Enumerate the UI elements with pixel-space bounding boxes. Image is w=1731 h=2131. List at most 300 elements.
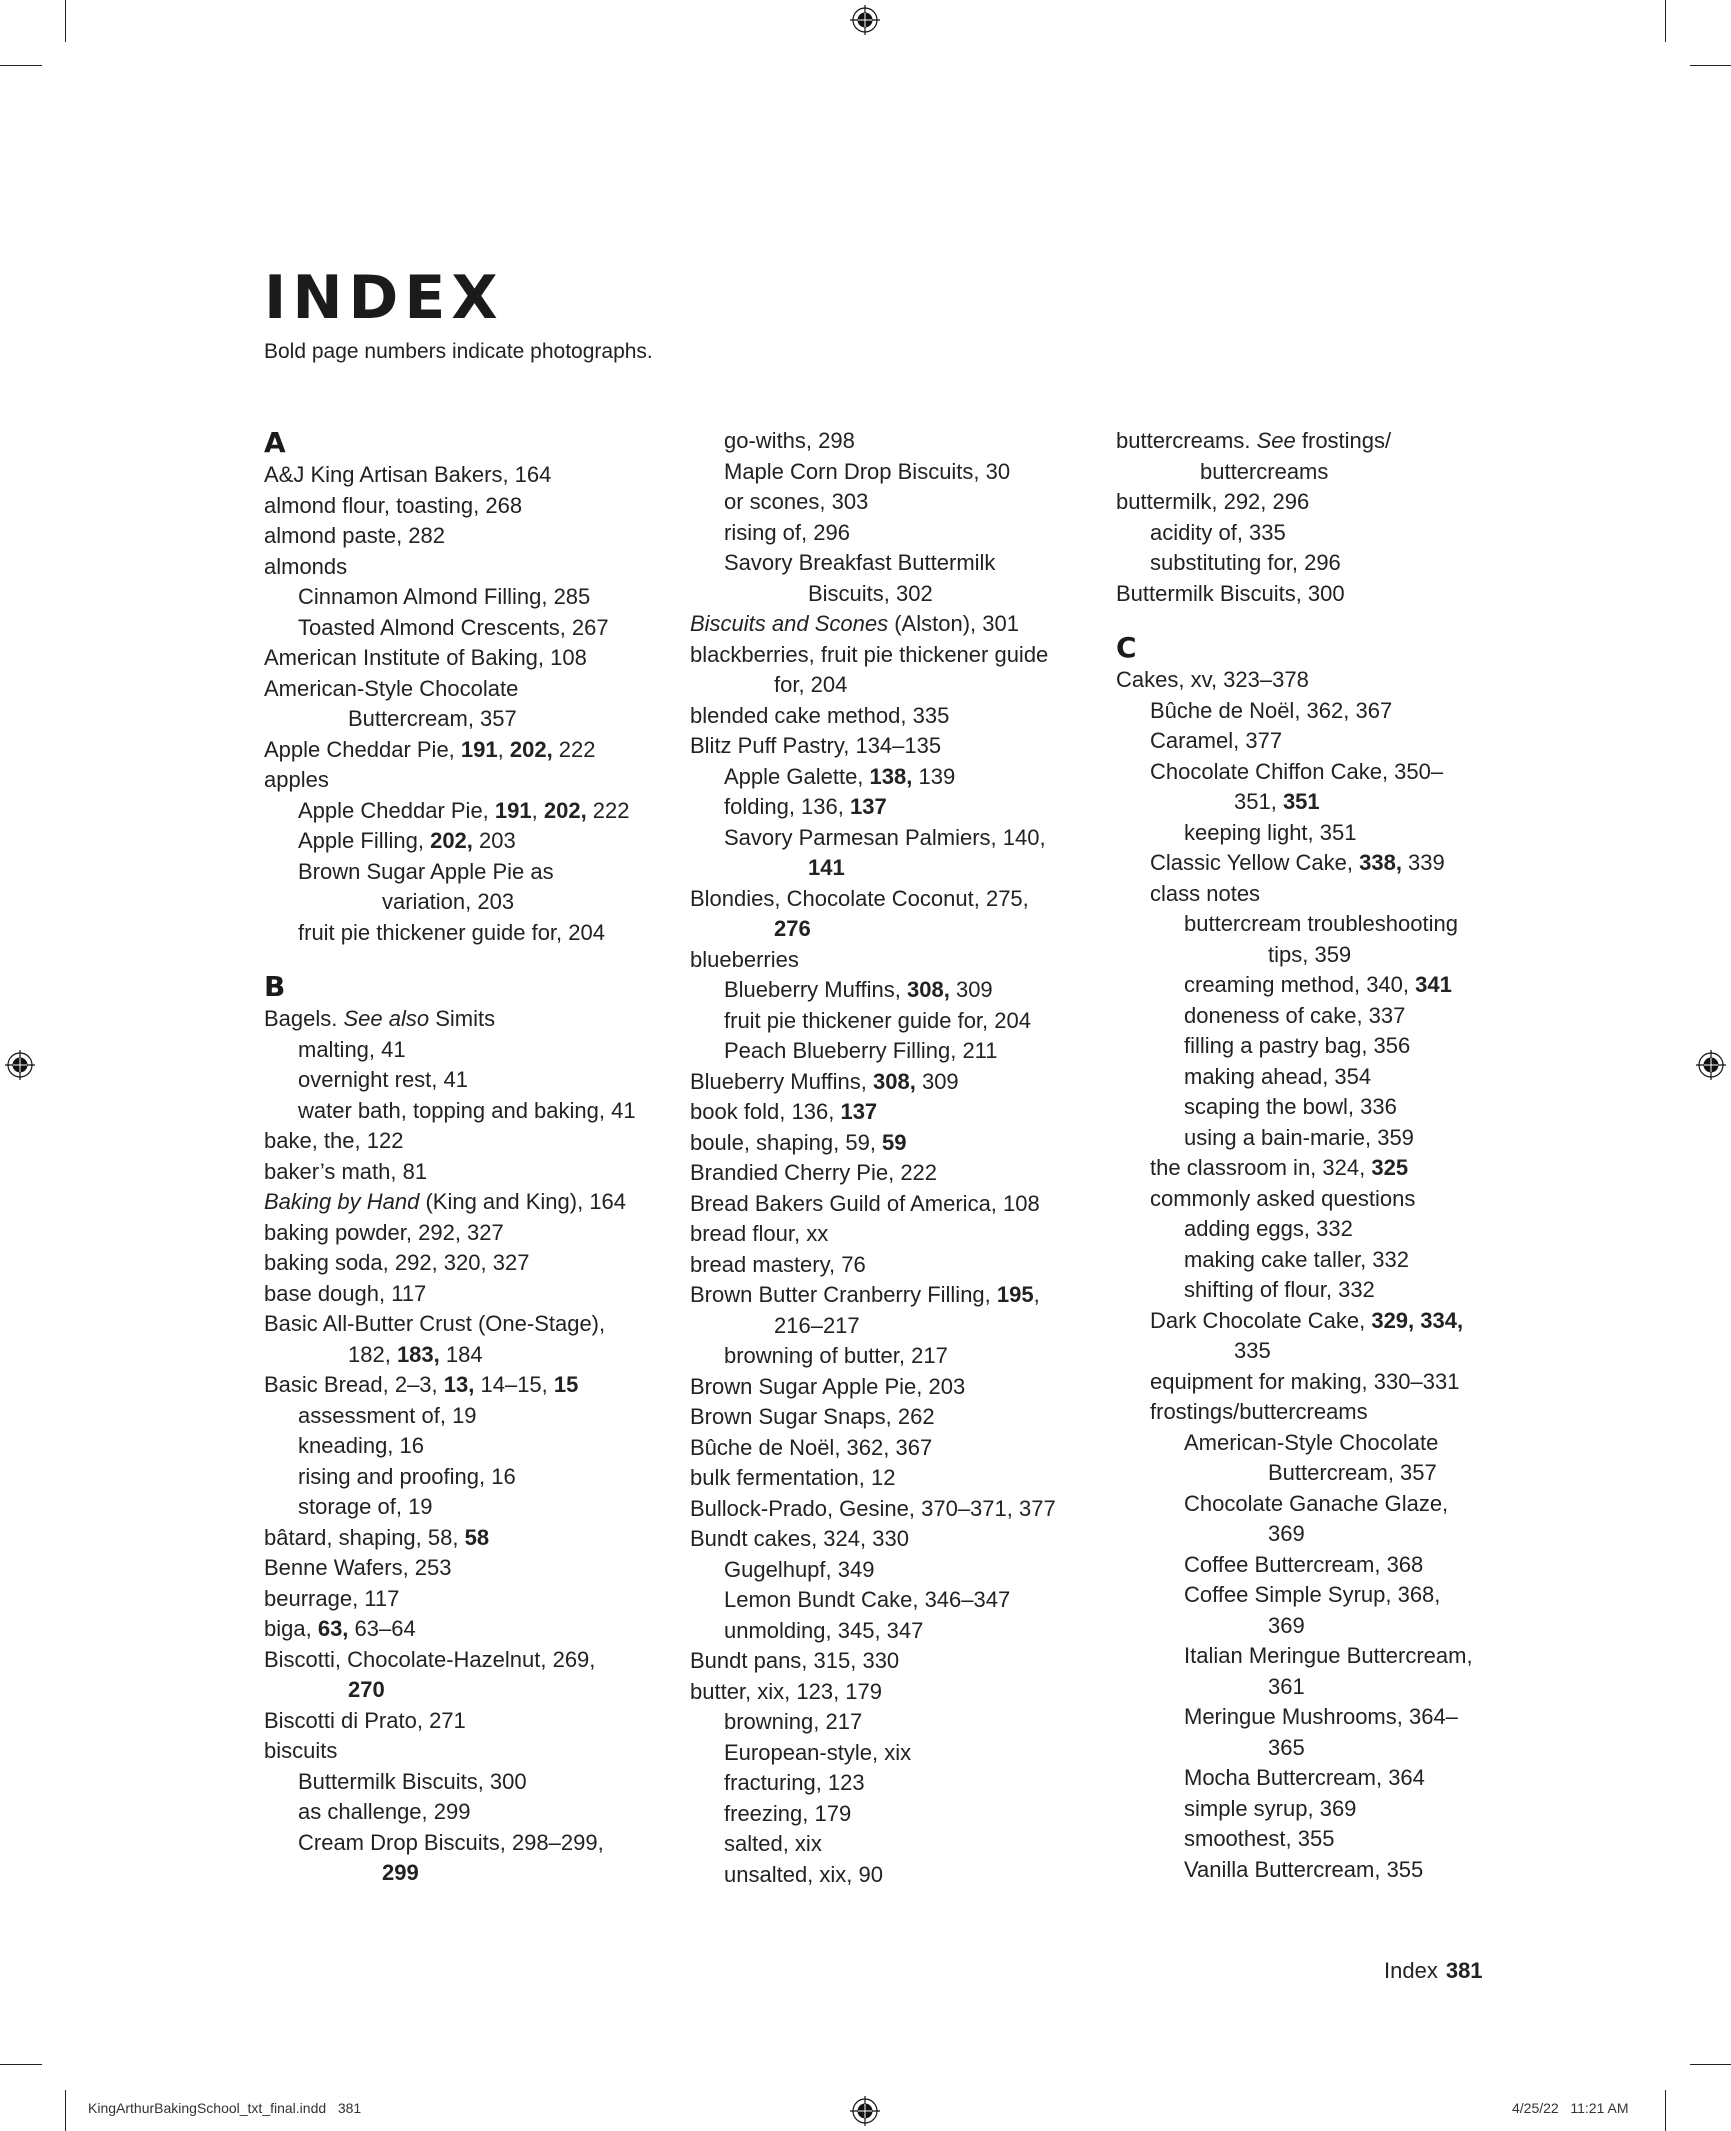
index-subentry <box>1116 848 1516 879</box>
photo-page-ref: 202, <box>543 797 587 823</box>
entry-text: 63–64 <box>348 1616 416 1641</box>
entry-text: shifting of flour, 332 <box>1184 1277 1375 1302</box>
entry-text: Benne Wafers, 253 <box>264 1555 452 1580</box>
index-entry <box>690 640 1090 671</box>
entry-text: base dough, 117 <box>264 1280 427 1306</box>
index-subentry <box>264 1401 664 1432</box>
index-subentry <box>264 1431 664 1462</box>
entry-text: doneness of cake, 337 <box>1184 1002 1406 1028</box>
entry-text: Meringue Mushrooms, 364– <box>1184 1704 1458 1729</box>
entry-text: Bundt cakes, 324, 330 <box>690 1526 909 1551</box>
entry-text: Chocolate Chiffon Cake, 350– <box>1150 758 1444 784</box>
entry-text: for, 204 <box>774 672 848 697</box>
index-subentry <box>264 613 664 644</box>
entry-text: Brown Butter Cranberry Filling, <box>690 1282 997 1307</box>
index-entry <box>1116 426 1516 457</box>
index-entry <box>690 1250 1090 1281</box>
entry-text: 222 <box>586 797 630 823</box>
index-subentry <box>1116 1092 1516 1123</box>
entry-text: baking powder, 292, 327 <box>264 1219 504 1245</box>
entry-text: assessment of, 19 <box>298 1402 477 1428</box>
entry-text: 309 <box>949 977 993 1002</box>
index-entry <box>690 884 1090 915</box>
photo-page-ref: 191 <box>460 736 498 762</box>
entry-text: American-Style Chocolate <box>1184 1429 1439 1455</box>
index-entry-continuation <box>1116 1611 1516 1642</box>
index-entry-continuation <box>690 670 1090 701</box>
entry-text: buttercream troubleshooting <box>1184 911 1458 936</box>
entry-text: 139 <box>912 763 956 789</box>
photo-page-ref: 137 <box>840 1099 878 1124</box>
registration-mark-icon <box>850 2096 880 2126</box>
entry-text: almond paste, 282 <box>264 523 446 548</box>
entry-text: 14–15, <box>474 1372 554 1397</box>
index-entry <box>264 1523 664 1554</box>
photo-page-ref: 15 <box>553 1372 579 1397</box>
index-subentry <box>1116 1794 1516 1825</box>
entry-text: 222 <box>552 736 596 762</box>
entry-text: kneading, 16 <box>298 1433 424 1458</box>
entry-text: baking soda, 292, 320, 327 <box>264 1250 530 1275</box>
index-subentry <box>264 796 664 827</box>
index-entry <box>690 1677 1090 1708</box>
photo-page-ref: 183, <box>396 1341 440 1367</box>
index-subentry <box>1116 1245 1516 1276</box>
crop-mark-top-left-v <box>65 0 66 42</box>
index-subentry <box>1116 818 1516 849</box>
photo-page-ref: 138, <box>869 763 913 789</box>
index-subentry <box>1116 1367 1516 1398</box>
entry-text: Bread Bakers Guild of America, 108 <box>690 1190 1040 1216</box>
entry-text: Blueberry Muffins, <box>724 977 908 1002</box>
italic-text: See <box>1256 428 1296 453</box>
index-entry <box>264 765 664 796</box>
entry-text: bulk fermentation, 12 <box>690 1465 896 1490</box>
entry-text: malting, 41 <box>298 1036 406 1062</box>
photo-page-ref: 58 <box>464 1524 490 1550</box>
photo-page-ref: 202, <box>430 828 473 853</box>
index-subentry <box>1116 1184 1516 1215</box>
photo-page-ref: 270 <box>348 1677 385 1702</box>
entry-text: frostings/ <box>1295 428 1392 453</box>
entry-text: rising and proofing, 16 <box>298 1463 516 1489</box>
index-entry <box>264 1736 664 1767</box>
entry-text: fruit pie thickener guide for, 204 <box>298 919 605 945</box>
entry-text: Apple Filling, <box>298 828 431 853</box>
index-subentry <box>1116 1031 1516 1062</box>
slug-datetime: 4/25/22 11:21 AM <box>1512 2100 1629 2116</box>
index-subentry <box>1116 1001 1516 1032</box>
index-entry <box>264 1706 664 1737</box>
folio-page-number: 381 <box>1445 1958 1483 1983</box>
index-entry <box>264 1279 664 1310</box>
entry-text: rising of, 296 <box>724 519 850 545</box>
index-entry-continuation <box>1116 1672 1516 1703</box>
index-subentry <box>264 1096 664 1127</box>
index-entry <box>264 735 664 766</box>
entry-text: Brandied Cherry Pie, 222 <box>690 1160 938 1185</box>
entry-text: Blondies, Chocolate Coconut, 275, <box>690 885 1029 911</box>
index-entry-continuation <box>1116 1458 1516 1489</box>
registration-mark-icon <box>1696 1050 1726 1080</box>
entry-text: Lemon Bundt Cake, 346–347 <box>724 1587 1011 1612</box>
index-entry <box>690 1402 1090 1433</box>
index-subentry <box>264 582 664 613</box>
entry-text: European-style, xix <box>724 1739 912 1765</box>
photo-page-ref: 341 <box>1415 972 1452 997</box>
index-entry <box>264 1645 664 1676</box>
index-subentry <box>690 487 1090 518</box>
entry-text: Biscotti di Prato, 271 <box>264 1707 466 1733</box>
entry-text: class notes <box>1150 880 1261 906</box>
entry-text: fracturing, 123 <box>724 1770 865 1795</box>
index-subentry <box>1116 696 1516 727</box>
section-letter: A <box>264 426 286 459</box>
entry-text: commonly asked questions <box>1150 1185 1416 1211</box>
page-title: INDEX <box>264 263 504 334</box>
entry-text: Bûche de Noël, 362, 367 <box>1150 697 1393 723</box>
crop-mark-top-right-h <box>1690 65 1731 66</box>
entry-text: Savory Breakfast Buttermilk <box>724 550 996 575</box>
index-subentry <box>1116 1824 1516 1855</box>
entry-text: American Institute of Baking, 108 <box>264 645 587 670</box>
entry-text: fruit pie thickener guide for, 204 <box>724 1007 1031 1033</box>
index-subentry <box>1116 1702 1516 1733</box>
index-subentry <box>1116 726 1516 757</box>
entry-text: book fold, 136, <box>690 1099 841 1124</box>
index-entry <box>690 1219 1090 1250</box>
index-subentry <box>690 426 1090 457</box>
entry-text: blended cake method, 335 <box>690 702 950 728</box>
section-letter: C <box>1116 631 1137 664</box>
index-entry <box>1116 665 1516 696</box>
index-subentry <box>264 918 664 949</box>
crop-mark-bottom-right-h <box>1690 2064 1731 2065</box>
photo-page-ref: 202, <box>509 736 553 762</box>
entry-text: Coffee Buttercream, 368 <box>1184 1551 1424 1577</box>
index-entry-continuation <box>690 914 1090 945</box>
entry-text: filling a pastry bag, 356 <box>1184 1033 1411 1058</box>
entry-text: 184 <box>439 1341 483 1367</box>
index-entry-continuation <box>264 1858 664 1889</box>
entry-text: buttermilk, 292, 296 <box>1116 489 1310 514</box>
entry-text: Italian Meringue Buttercream, <box>1184 1643 1473 1668</box>
index-entry <box>690 731 1090 762</box>
entry-text: browning of butter, 217 <box>724 1343 948 1368</box>
index-subentry <box>1116 1062 1516 1093</box>
index-note: Bold page numbers indicate photographs. <box>264 340 653 363</box>
entry-text: Dark Chocolate Cake, <box>1150 1307 1372 1333</box>
index-entry-continuation <box>1116 1336 1516 1367</box>
entry-text: almonds <box>264 553 348 579</box>
index-subentry <box>1116 879 1516 910</box>
index-subentry <box>1116 1214 1516 1245</box>
entry-text: baker’s math, 81 <box>264 1158 428 1184</box>
index-subentry <box>690 823 1090 854</box>
entry-text: making ahead, 354 <box>1184 1063 1372 1089</box>
index-entry <box>690 1494 1090 1525</box>
index-entry-continuation <box>264 1340 664 1371</box>
italic-text: Biscuits and Scones <box>690 611 889 636</box>
entry-text: keeping light, 351 <box>1184 819 1357 845</box>
index-subentry <box>690 1616 1090 1647</box>
index-entry <box>264 521 664 552</box>
entry-text: browning, 217 <box>724 1709 863 1734</box>
entry-text: Brown Sugar Apple Pie, 203 <box>690 1373 966 1399</box>
index-entry <box>264 1370 664 1401</box>
index-subentry <box>690 1768 1090 1799</box>
photo-page-ref: 329, 334, <box>1371 1307 1464 1333</box>
index-entry <box>264 552 664 583</box>
crop-mark-top-left-h <box>0 65 42 66</box>
entry-text: unmolding, 345, 347 <box>724 1617 924 1643</box>
entry-text: butter, xix, 123, 179 <box>690 1678 883 1704</box>
index-entry-continuation <box>690 853 1090 884</box>
index-entry <box>264 1584 664 1615</box>
entry-text: 182, <box>348 1341 397 1367</box>
photo-page-ref: 308, <box>873 1068 916 1094</box>
page-folio <box>1384 1958 1483 1984</box>
index-subentry <box>690 548 1090 579</box>
entry-text: smoothest, 355 <box>1184 1826 1335 1851</box>
index-entry <box>264 643 664 674</box>
entry-text: blueberries <box>690 946 799 972</box>
index-entry <box>690 1097 1090 1128</box>
entry-text: 309 <box>915 1068 959 1094</box>
index-subentry <box>264 857 664 888</box>
photo-page-ref: 141 <box>808 855 845 880</box>
entry-text: substituting for, 296 <box>1150 550 1341 575</box>
entry-text: Basic All-Butter Crust (One-Stage), <box>264 1311 606 1336</box>
entry-text: 369 <box>1268 1612 1305 1638</box>
index-subentry <box>264 826 664 857</box>
index-subentry <box>264 1035 664 1066</box>
photo-page-ref: 13, <box>443 1372 475 1397</box>
entry-text: , <box>497 736 510 762</box>
index-subentry <box>690 975 1090 1006</box>
index-entry-continuation <box>690 1311 1090 1342</box>
entry-text: Cinnamon Almond Filling, 285 <box>298 584 591 609</box>
entry-text: 216–217 <box>774 1312 860 1338</box>
index-subentry <box>1116 757 1516 788</box>
entry-text: 361 <box>1268 1673 1305 1699</box>
index-entry <box>264 1004 664 1035</box>
entry-text: Buttermilk Biscuits, 300 <box>298 1768 527 1794</box>
index-subentry <box>1116 1153 1516 1184</box>
index-subentry <box>1116 548 1516 579</box>
index-entry <box>690 1433 1090 1464</box>
index-subentry <box>1116 1580 1516 1611</box>
index-entry <box>264 491 664 522</box>
entry-text: Basic Bread, 2–3, <box>264 1372 444 1397</box>
index-subentry <box>690 518 1090 549</box>
entry-text: Bagels. <box>264 1006 344 1031</box>
index-subentry <box>690 762 1090 793</box>
index-entry-continuation <box>264 1675 664 1706</box>
entry-text: Caramel, 377 <box>1150 728 1283 753</box>
index-subentry <box>1116 1550 1516 1581</box>
entry-text: almond flour, toasting, 268 <box>264 492 523 518</box>
entry-text: adding eggs, 332 <box>1184 1216 1353 1241</box>
entry-text: water bath, topping and baking, 41 <box>298 1097 636 1123</box>
entry-text: folding, 136, <box>724 794 850 819</box>
photo-page-ref: 308, <box>907 977 950 1002</box>
entry-text: freezing, 179 <box>724 1800 852 1826</box>
index-subentry <box>1116 518 1516 549</box>
index-entry <box>264 1126 664 1157</box>
entry-text: tips, 359 <box>1268 941 1352 967</box>
index-entry <box>264 1553 664 1584</box>
entry-text: simple syrup, 369 <box>1184 1795 1357 1821</box>
index-subentry <box>264 1828 664 1859</box>
index-entry <box>690 1524 1090 1555</box>
entry-text: 369 <box>1268 1521 1305 1546</box>
entry-text: Classic Yellow Cake, <box>1150 850 1360 875</box>
index-entry-continuation <box>690 579 1090 610</box>
index-subentry <box>264 1065 664 1096</box>
entry-text: bake, the, 122 <box>264 1128 404 1153</box>
entry-text: Simits <box>429 1006 496 1031</box>
entry-text: blackberries, fruit pie thickener guide <box>690 641 1049 667</box>
entry-text: 351, <box>1234 789 1283 814</box>
index-subentry <box>1116 1275 1516 1306</box>
index-subentry <box>264 1462 664 1493</box>
registration-mark-icon <box>850 5 880 35</box>
index-entry <box>264 1218 664 1249</box>
entry-text: Savory Parmesan Palmiers, 140, <box>724 824 1046 850</box>
index-entry <box>690 1158 1090 1189</box>
index-entry <box>690 609 1090 640</box>
photo-page-ref: 299 <box>382 1860 419 1885</box>
index-subentry <box>690 1799 1090 1830</box>
entry-text: Toasted Almond Crescents, 267 <box>298 614 609 640</box>
entry-text: scaping the bowl, 336 <box>1184 1094 1397 1119</box>
index-entry <box>690 1463 1090 1494</box>
photo-page-ref: 137 <box>849 794 887 819</box>
entry-text: A&J King Artisan Bakers, 164 <box>264 462 552 487</box>
section-letter: B <box>264 970 286 1003</box>
entry-text: Biscuits, 302 <box>808 580 933 606</box>
entry-text: equipment for making, 330–331 <box>1150 1368 1460 1394</box>
index-subentry <box>690 1341 1090 1372</box>
italic-text: See also <box>343 1006 430 1031</box>
index-entry-continuation <box>1116 787 1516 818</box>
entry-text: Cream Drop Biscuits, 298–299, <box>298 1829 604 1855</box>
index-subentry <box>264 1797 664 1828</box>
index-entry <box>264 1187 664 1218</box>
entry-text: Blueberry Muffins, <box>690 1068 874 1094</box>
index-subentry <box>690 1738 1090 1769</box>
index-entry <box>1116 579 1516 610</box>
entry-text: Bûche de Noël, 362, 367 <box>690 1434 933 1460</box>
entry-text: 339 <box>1401 850 1445 875</box>
index-entry <box>264 674 664 705</box>
index-entry-continuation <box>1116 457 1516 488</box>
entry-text: or scones, 303 <box>724 489 869 514</box>
index-column-2 <box>690 426 1090 1890</box>
entry-text: bread mastery, 76 <box>690 1251 866 1277</box>
index-subentry <box>1116 1306 1516 1337</box>
entry-text: , <box>531 797 544 823</box>
entry-text: apples <box>264 767 329 792</box>
entry-text: creaming method, 340, <box>1184 972 1416 997</box>
entry-text: Bullock-Prado, Gesine, 370–371, 377 <box>690 1495 1056 1521</box>
index-entry <box>264 1309 664 1340</box>
entry-text: unsalted, xix, 90 <box>724 1861 883 1887</box>
folio-label: Index <box>1384 1958 1438 1983</box>
index-subentry <box>1116 1428 1516 1459</box>
entry-text: Blitz Puff Pastry, 134–135 <box>690 733 942 758</box>
index-entry-continuation <box>264 887 664 918</box>
entry-text: frostings/buttercreams <box>1150 1399 1368 1424</box>
entry-text: buttercreams <box>1200 458 1329 484</box>
entry-text: the classroom in, 324, <box>1150 1155 1372 1180</box>
index-column-3 <box>1116 426 1516 1885</box>
photo-page-ref: 195 <box>996 1282 1034 1307</box>
index-entry <box>690 701 1090 732</box>
registration-mark-icon <box>5 1050 35 1080</box>
photo-page-ref: 351 <box>1282 789 1320 814</box>
entry-text: 365 <box>1268 1734 1305 1760</box>
entry-text: making cake taller, 332 <box>1184 1246 1410 1272</box>
index-entry <box>1116 487 1516 518</box>
entry-text: Apple Cheddar Pie, <box>298 797 495 823</box>
crop-mark-bottom-left-h <box>0 2064 42 2065</box>
index-subentry <box>1116 1763 1516 1794</box>
entry-text: biga, <box>264 1616 318 1641</box>
entry-text: Maple Corn Drop Biscuits, 30 <box>724 458 1011 484</box>
index-subentry <box>1116 1641 1516 1672</box>
index-subentry <box>1116 1123 1516 1154</box>
entry-text: American-Style Chocolate <box>264 675 519 701</box>
entry-text: Buttercream, 357 <box>1268 1460 1437 1485</box>
entry-text: buttercreams. <box>1116 428 1257 453</box>
entry-text: 203 <box>472 828 516 853</box>
index-entry <box>690 1067 1090 1098</box>
photo-page-ref: 59 <box>882 1129 907 1155</box>
crop-mark-top-right-v <box>1665 0 1666 42</box>
photo-page-ref: 276 <box>774 916 811 941</box>
photo-page-ref: 325 <box>1371 1155 1409 1180</box>
entry-text: variation, 203 <box>382 889 515 914</box>
index-subentry <box>690 1555 1090 1586</box>
index-subentry <box>1116 1855 1516 1886</box>
index-entry <box>264 1248 664 1279</box>
index-subentry <box>690 1036 1090 1067</box>
entry-text: Apple Galette, <box>724 763 870 789</box>
entry-text: Brown Sugar Snaps, 262 <box>690 1404 935 1429</box>
index-subentry <box>690 1006 1090 1037</box>
index-subentry <box>1116 1397 1516 1428</box>
entry-text: Biscotti, Chocolate-Hazelnut, 269, <box>264 1646 596 1672</box>
entry-text: storage of, 19 <box>298 1494 433 1519</box>
crop-mark-bottom-right-v <box>1665 2090 1666 2131</box>
entry-text: 335 <box>1234 1338 1271 1363</box>
index-subentry <box>264 1767 664 1798</box>
index-entry-continuation <box>1116 1733 1516 1764</box>
entry-text: using a bain-marie, 359 <box>1184 1124 1414 1150</box>
index-subentry <box>690 1585 1090 1616</box>
entry-text: Peach Blueberry Filling, 211 <box>724 1038 998 1063</box>
photo-page-ref: 63, <box>317 1616 349 1641</box>
italic-text: Baking by Hand <box>264 1189 420 1214</box>
index-subentry <box>1116 970 1516 1001</box>
photo-page-ref: 338, <box>1359 850 1402 875</box>
slug-filename: KingArthurBakingSchool_txt_final.indd 381 <box>88 2100 362 2116</box>
index-entry-continuation <box>1116 1519 1516 1550</box>
index-subentry <box>264 1492 664 1523</box>
entry-text: Mocha Buttercream, 364 <box>1184 1765 1425 1790</box>
